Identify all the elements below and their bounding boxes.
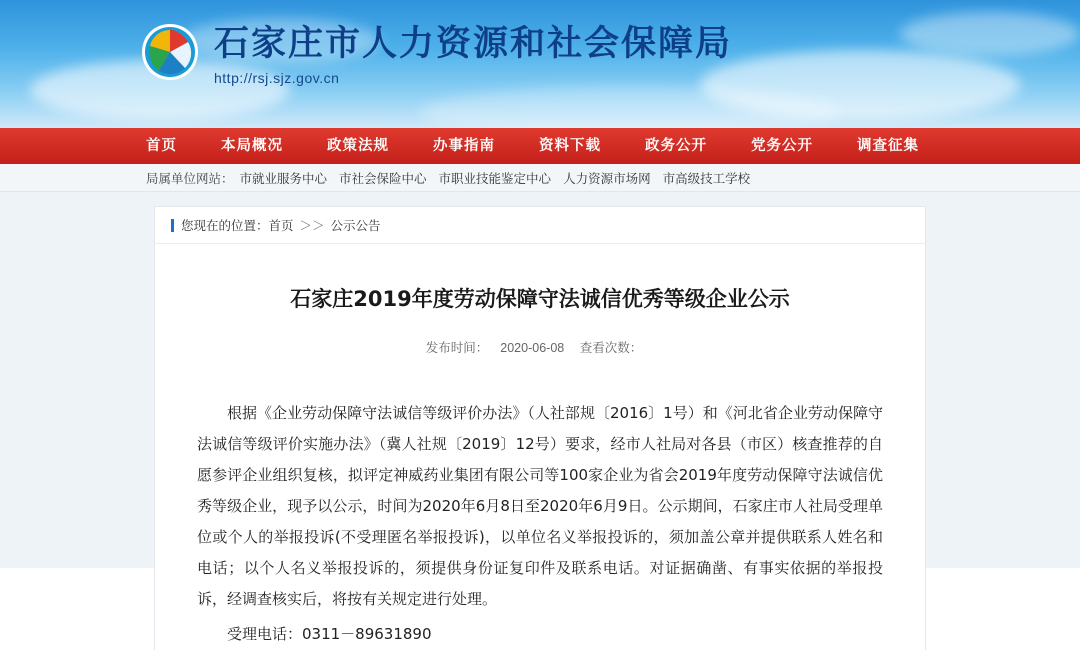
nav-item-surveys[interactable]: 调查征集	[857, 138, 919, 154]
sublink-skills-appraisal-center[interactable]: 市职业技能鉴定中心	[438, 171, 552, 186]
site-url[interactable]: http://rsj.sjz.gov.cn	[214, 70, 340, 86]
publish-time-label: 发布时间：	[425, 341, 489, 355]
affiliated-sites-bar	[0, 164, 1080, 192]
nav-item-downloads[interactable]: 资料下载	[539, 138, 601, 154]
breadcrumb-home-link[interactable]: 首页	[268, 219, 294, 233]
breadcrumb-accent-bar	[171, 219, 174, 232]
nav-item-overview[interactable]: 本局概况	[221, 138, 283, 154]
sublink-employment-center[interactable]: 市就业服务中心	[239, 171, 328, 186]
page-title: 石家庄2019年度劳动保障守法诚信优秀等级企业公示	[290, 287, 790, 311]
sublink-social-insurance-center[interactable]: 市社会保险中心	[339, 171, 427, 186]
pinwheel-logo-icon	[140, 22, 200, 84]
nav-item-guide[interactable]: 办事指南	[433, 138, 495, 154]
site-header	[0, 0, 1080, 128]
brand-text	[214, 22, 732, 86]
sublink-hr-market[interactable]: 人力资源市场网	[563, 171, 651, 186]
article-meta	[155, 338, 925, 356]
primary-nav	[0, 128, 1080, 164]
affiliated-sites-label: 局属单位网站：	[146, 171, 234, 186]
breadcrumb-current[interactable]: 公示公告	[330, 219, 381, 233]
site-brand[interactable]	[140, 22, 732, 86]
article-paragraph: 根据《企业劳动保障守法诚信等级评价办法》（人社部规〔2016〕1号）和《河北省企业劳动保障守法诚信等级评价实施办法》（冀人社规〔2019〕12号）要求，经市人社局对各县（市区）核查推荐的自愿参评企业组织复核，拟评定神威药业集团有限公司等100家企业为省会2019年度劳动保障守法诚信优秀等级企业，现予以公示，时间为2020年6月8日至2020年6月9日。公示期间，石家庄市人社局受理单位或个人的举报投诉(不受理匿名举报投诉)，以单位名义举报投诉的，须加盖公章并提供联系人姓名和电话；以个人名义举报投诉的，须提供身份证复印件及联系电话。对证据确凿、有事实依据的举报投诉，经调查核实后，将按有关规定进行处理。	[197, 404, 883, 608]
sublink-technical-school[interactable]: 市高级技工学校	[662, 171, 751, 186]
article-body	[197, 398, 883, 650]
content-area	[0, 192, 1080, 643]
breadcrumb	[155, 207, 925, 244]
article-paragraph: 受理电话：0311－89631890	[227, 625, 432, 643]
breadcrumb-prefix: 您现在的位置：	[181, 219, 269, 233]
view-count-label: 查看次数：	[579, 341, 643, 355]
nav-item-home[interactable]: 首页	[146, 138, 177, 154]
article-card	[154, 206, 926, 650]
site-title: 石家庄市人力资源和社会保障局	[214, 24, 733, 64]
nav-item-party-affairs[interactable]: 党务公开	[751, 138, 813, 154]
publish-time-value: 2020-06-08	[500, 341, 565, 355]
cloud-decoration	[900, 12, 1080, 56]
nav-item-gov-affairs[interactable]: 政务公开	[645, 138, 707, 154]
breadcrumb-separator: ＞＞	[299, 219, 325, 233]
nav-item-policy[interactable]: 政策法规	[327, 138, 389, 154]
